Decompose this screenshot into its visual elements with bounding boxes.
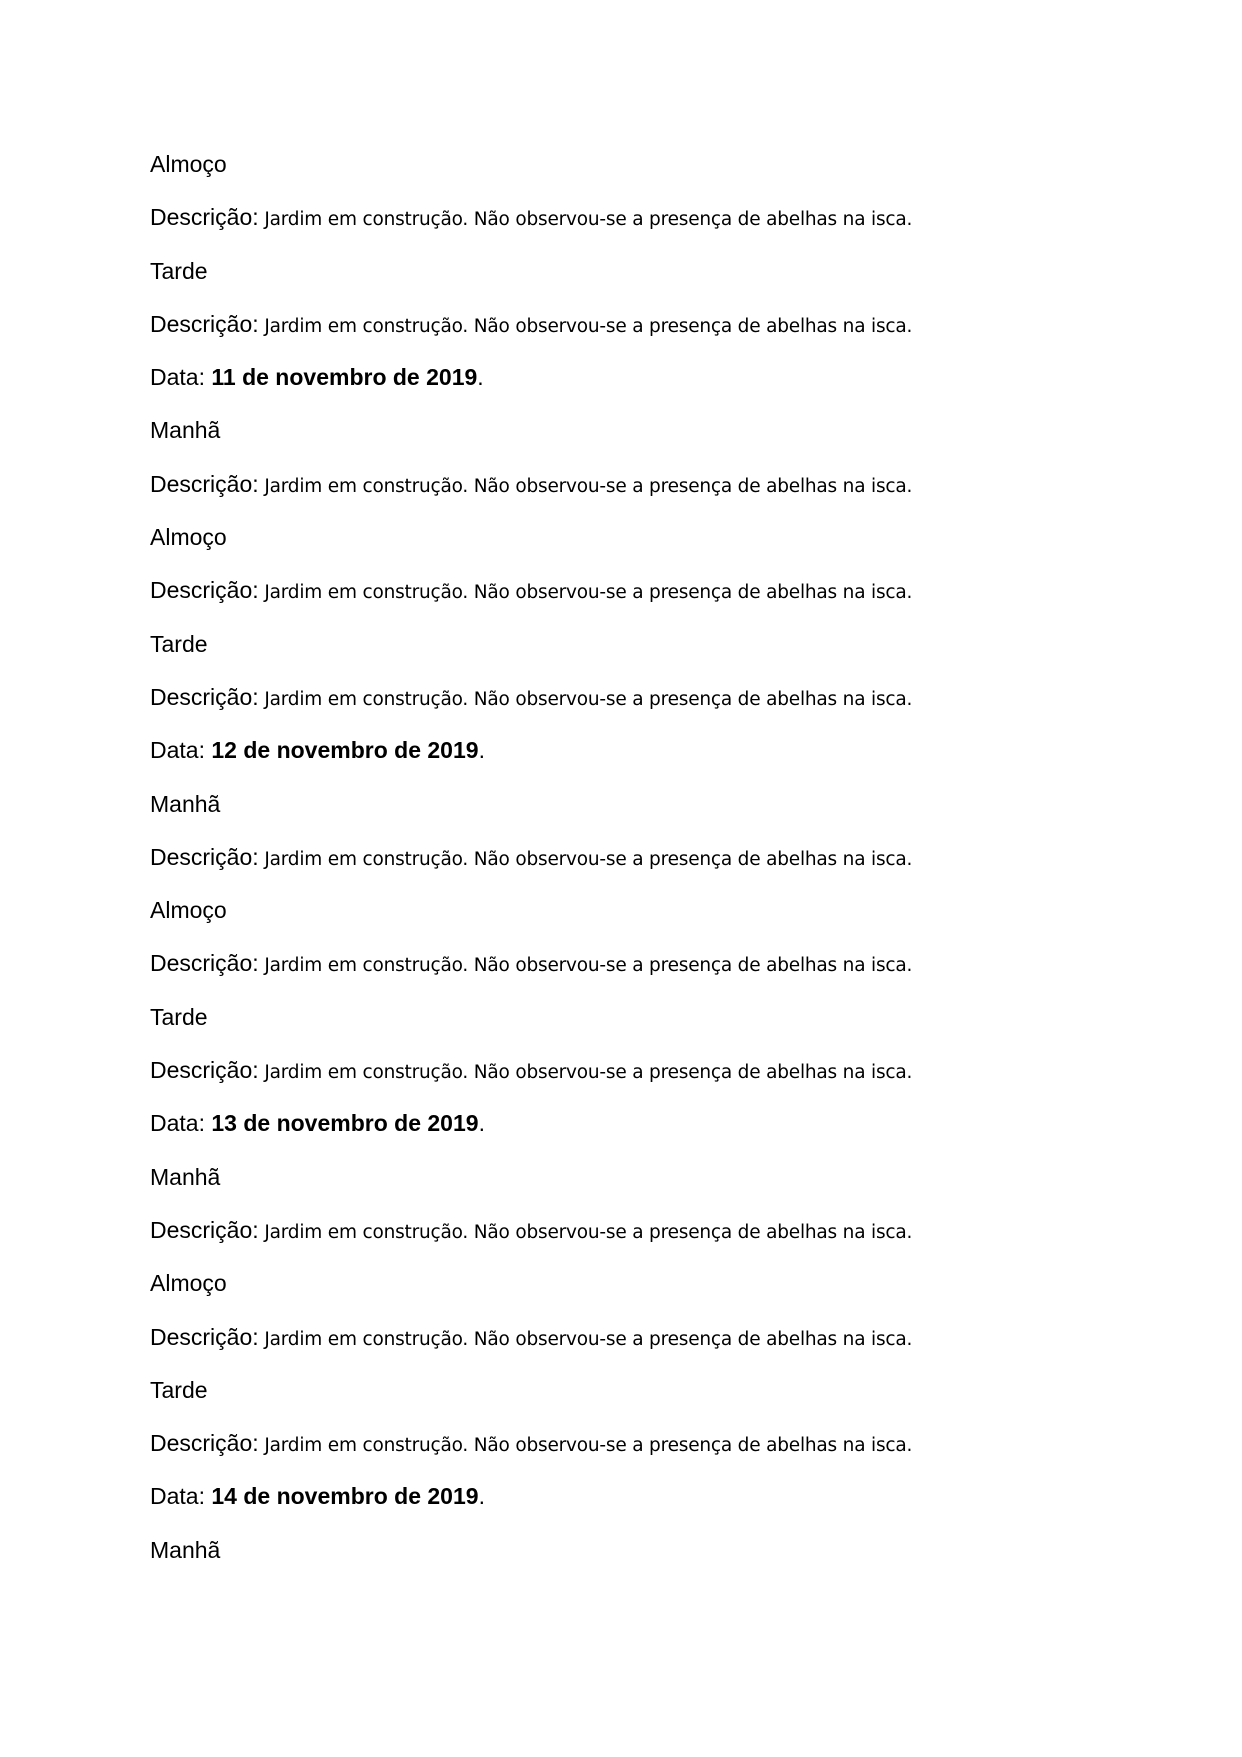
- date-label: Data:: [150, 737, 212, 764]
- description-line: [150, 1215, 1150, 1268]
- description-line: [150, 948, 1150, 1001]
- description-line: [150, 842, 1150, 895]
- description-text: Jardim em construção. Não observou-se a presença de abelhas na isca.: [258, 209, 913, 231]
- period-text: Almoço: [150, 524, 227, 551]
- period-text: Manhã: [150, 790, 221, 817]
- description-label: Descrição:: [150, 470, 259, 497]
- period-heading: [150, 789, 1150, 842]
- description-text: Jardim em construção. Não observou-se a presença de abelhas na isca.: [258, 582, 913, 604]
- period-heading: [150, 1268, 1150, 1321]
- date-line: [150, 362, 1150, 415]
- date-value: 12 de novembro de 2019: [211, 737, 479, 764]
- date-line: [150, 1481, 1150, 1534]
- description-line: [150, 1322, 1150, 1375]
- description-text: Jardim em construção. Não observou-se a presença de abelhas na isca.: [258, 955, 913, 977]
- description-label: Descrição:: [150, 1323, 259, 1350]
- description-label: Descrição:: [150, 1057, 259, 1084]
- description-label: Descrição:: [150, 683, 259, 710]
- period-text: Almoço: [150, 1270, 227, 1297]
- description-line: [150, 309, 1150, 362]
- date-label: Data:: [150, 1483, 212, 1510]
- period-text: Tarde: [150, 630, 208, 657]
- period-heading: [150, 256, 1150, 309]
- description-text: Jardim em construção. Não observou-se a presença de abelhas na isca.: [258, 475, 913, 497]
- date-value: 11 de novembro de 2019: [211, 364, 478, 391]
- period-text: Almoço: [150, 151, 227, 177]
- description-label: Descrição:: [150, 1430, 259, 1457]
- description-text: Jardim em construção. Não observou-se a presença de abelhas na isca.: [258, 315, 913, 337]
- date-line: [150, 1108, 1150, 1161]
- description-line: [150, 1428, 1150, 1481]
- description-line: [150, 202, 1150, 255]
- period-heading: [150, 1162, 1150, 1215]
- period-text: Manhã: [150, 1163, 221, 1190]
- period-heading: [150, 895, 1150, 948]
- period-heading: [150, 1535, 1150, 1588]
- document-body: [150, 149, 1150, 1588]
- description-label: Descrição:: [150, 204, 259, 231]
- period-heading: [150, 149, 1150, 202]
- description-text: Jardim em construção. Não observou-se a presença de abelhas na isca.: [258, 1062, 913, 1084]
- period-text: Manhã: [150, 1536, 221, 1563]
- date-value: 13 de novembro de 2019: [211, 1110, 479, 1137]
- period-heading: [150, 522, 1150, 575]
- period-heading: [150, 1375, 1150, 1428]
- period-text: Almoço: [150, 897, 227, 924]
- period-text: Manhã: [150, 417, 221, 444]
- period-heading: [150, 415, 1150, 468]
- description-label: Descrição:: [150, 950, 259, 977]
- period-heading: [150, 1002, 1150, 1055]
- description-label: Descrição:: [150, 843, 259, 870]
- description-label: Descrição:: [150, 577, 259, 604]
- date-suffix: .: [478, 1110, 485, 1137]
- period-text: Tarde: [150, 257, 208, 284]
- date-label: Data:: [150, 1110, 212, 1137]
- date-suffix: .: [478, 737, 485, 764]
- date-suffix: .: [478, 1483, 485, 1510]
- period-text: Tarde: [150, 1003, 208, 1030]
- date-label: Data:: [150, 364, 212, 391]
- description-label: Descrição:: [150, 310, 259, 337]
- description-text: Jardim em construção. Não observou-se a presença de abelhas na isca.: [258, 848, 913, 870]
- description-line: [150, 469, 1150, 522]
- date-line: [150, 735, 1150, 788]
- description-line: [150, 682, 1150, 735]
- description-text: Jardim em construção. Não observou-se a presença de abelhas na isca.: [258, 1221, 913, 1243]
- description-text: Jardim em construção. Não observou-se a presença de abelhas na isca.: [258, 688, 913, 710]
- description-text: Jardim em construção. Não observou-se a presença de abelhas na isca.: [258, 1328, 913, 1350]
- date-suffix: .: [477, 364, 484, 391]
- description-label: Descrição:: [150, 1216, 259, 1243]
- date-value: 14 de novembro de 2019: [211, 1483, 479, 1510]
- description-text: Jardim em construção. Não observou-se a presença de abelhas na isca.: [258, 1435, 913, 1457]
- period-text: Tarde: [150, 1376, 208, 1403]
- description-line: [150, 575, 1150, 628]
- period-heading: [150, 629, 1150, 682]
- description-line: [150, 1055, 1150, 1108]
